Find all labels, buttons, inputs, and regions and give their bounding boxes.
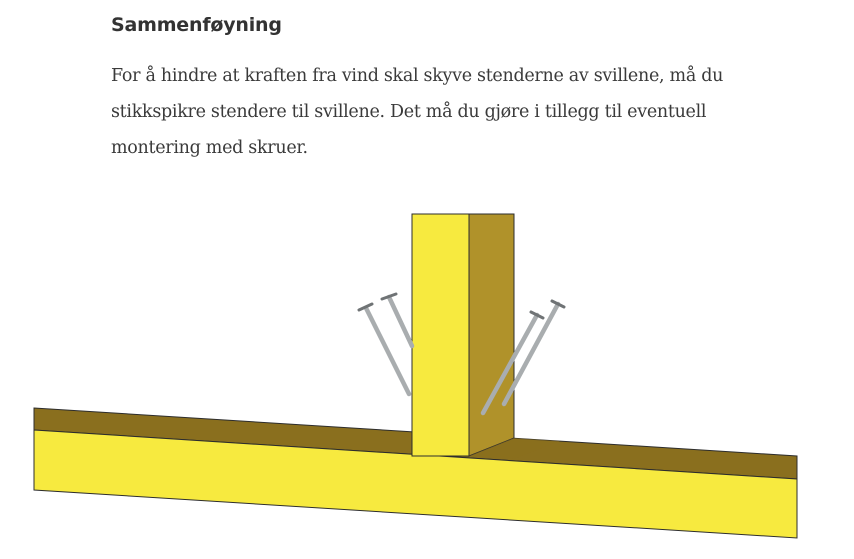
body-paragraph: For å hindre at kraften fra vind skal skyve stenderne av svillene, må du stikkspikre stendere til svillene. Det må du gjøre i tillegg til eventuell montering med skruer.: [111, 66, 724, 158]
nail-left-2: [382, 294, 412, 346]
stud-side-face: [469, 214, 514, 456]
stud-front-face: [412, 214, 469, 456]
stud-sill-nailing-illustration: [0, 200, 854, 559]
nail-left-1: [359, 304, 409, 394]
section-heading: Sammenføyning: [111, 14, 282, 36]
